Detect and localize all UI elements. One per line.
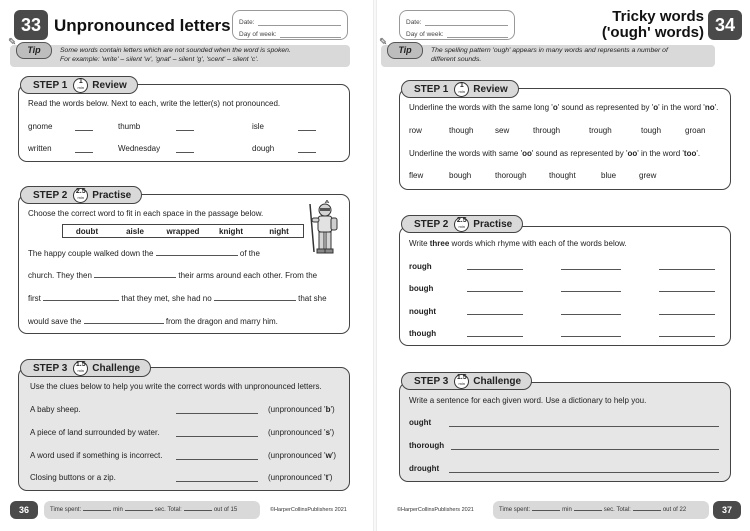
date-label: Date: xyxy=(406,19,422,26)
answer-line[interactable] xyxy=(467,336,523,337)
answer-line[interactable] xyxy=(449,426,719,427)
tip-line-2: different sounds. xyxy=(431,55,482,63)
page-number: 36 xyxy=(10,501,38,519)
answer-line[interactable] xyxy=(298,152,316,153)
tip-badge: Tip xyxy=(16,42,52,59)
answer-line[interactable] xyxy=(659,291,715,292)
step2-instruction: Choose the correct word to fit in each space in the passage below. xyxy=(28,209,264,218)
clue-hint: (unpronounced 't') xyxy=(268,473,333,482)
word-option: wrapped xyxy=(166,226,200,236)
answer-line[interactable] xyxy=(75,152,93,153)
rhyme-word: rough xyxy=(409,262,432,271)
step-name: Review xyxy=(473,83,508,95)
page-title: Tricky words ('ough' words) xyxy=(601,8,704,41)
word-item: written xyxy=(28,144,52,153)
answer-line[interactable] xyxy=(467,314,523,315)
step1-tab xyxy=(401,80,519,98)
answer-line[interactable] xyxy=(176,436,258,437)
word-item[interactable]: blue xyxy=(601,171,617,180)
sentence-word: ought xyxy=(409,418,432,427)
clock-icon: 1.5 min xyxy=(454,374,469,389)
word-option: night xyxy=(269,226,289,236)
answer-line[interactable] xyxy=(561,269,621,270)
answer-line[interactable] xyxy=(467,269,523,270)
word-item[interactable]: sew xyxy=(495,126,510,135)
page-number: 37 xyxy=(713,501,741,519)
word-item[interactable]: thorough xyxy=(495,171,527,180)
answer-line[interactable] xyxy=(298,130,316,131)
answer-line[interactable] xyxy=(449,472,719,473)
clock-icon: 2.5 min xyxy=(73,188,88,203)
clue-hint: (unpronounced 'b') xyxy=(268,405,335,414)
word-item[interactable]: bough xyxy=(449,171,472,180)
answer-line[interactable] xyxy=(176,413,258,414)
word-item[interactable]: flew xyxy=(409,171,424,180)
answer-line[interactable] xyxy=(75,130,93,131)
tip-line-1: The spelling pattern 'ough' appears in many words and represents a number of xyxy=(431,47,668,54)
rhyme-word: though xyxy=(409,329,437,338)
word-item[interactable]: though xyxy=(449,126,474,135)
word-item[interactable]: trough xyxy=(589,126,612,135)
step-label: STEP 3 xyxy=(414,375,449,387)
tip-box xyxy=(379,37,715,67)
passage-line-3: first that they met, she had no that she xyxy=(28,294,327,303)
step-name: Review xyxy=(92,79,127,91)
knight-illustration xyxy=(306,200,340,256)
right-page xyxy=(375,0,750,531)
tip-box xyxy=(8,37,350,67)
clue-text: A piece of land surrounded by water. xyxy=(30,428,160,437)
passage-line-4: would save the from the dragon and marry him. xyxy=(28,317,278,326)
passage-line-2: church. They then their arms around each other. From the xyxy=(28,271,318,280)
clue-text: A baby sheep. xyxy=(30,405,81,414)
word-box xyxy=(62,224,304,238)
time-spent-bar[interactable]: Time spent: min sec. Total: out of 22 xyxy=(493,501,709,519)
answer-line[interactable] xyxy=(659,314,715,315)
word-item[interactable]: tough xyxy=(641,126,662,135)
unit-number: 34 xyxy=(708,10,742,40)
step1-panel xyxy=(18,84,350,162)
word-item: dough xyxy=(252,144,275,153)
clock-icon: 1.5 min xyxy=(73,361,88,376)
copyright: ©HarperCollinsPublishers 2021 xyxy=(397,507,474,513)
step3-tab xyxy=(20,359,151,377)
sentence-word: thorough xyxy=(409,441,445,450)
answer-line[interactable] xyxy=(176,459,258,460)
answer-line[interactable] xyxy=(659,269,715,270)
answer-blank[interactable] xyxy=(84,323,164,324)
step-name: Practise xyxy=(473,218,513,230)
pencil-icon: ✎ xyxy=(379,37,388,48)
answer-line[interactable] xyxy=(561,291,621,292)
date-box[interactable] xyxy=(232,10,348,40)
rhyme-word: bough xyxy=(409,284,434,293)
step1-instruction: Read the words below. Next to each, write the letter(s) not pronounced. xyxy=(28,99,281,108)
tip-line-2: For example: 'write' – silent 'w', 'gnat' – silent 'g', 'scent' – silent 'c'. xyxy=(60,55,259,63)
clue-text: A word used if something is incorrect. xyxy=(30,451,163,460)
pencil-icon: ✎ xyxy=(8,37,17,48)
step1-instruction-2: Underline the words with same 'oo' sound as represented by 'oo' in the word 'too'. xyxy=(409,149,701,158)
step-label: STEP 3 xyxy=(33,362,68,374)
clue-hint: (unpronounced 's') xyxy=(268,428,335,437)
step-name: Challenge xyxy=(473,375,522,387)
day-label: Day of week: xyxy=(406,31,444,38)
word-item: thumb xyxy=(118,122,141,131)
answer-blank[interactable] xyxy=(214,300,296,301)
passage-line-1: The happy couple walked down the of the xyxy=(28,249,260,258)
clue-hint: (unpronounced 'w') xyxy=(268,451,337,460)
sentence-word: drought xyxy=(409,464,440,473)
clock-icon: 1 min xyxy=(454,82,469,97)
clue-text: Closing buttons or a zip. xyxy=(30,473,116,482)
word-option: aisle xyxy=(126,226,144,236)
step-name: Practise xyxy=(92,189,132,201)
step2-tab xyxy=(401,215,523,233)
step-label: STEP 2 xyxy=(33,189,68,201)
word-item: gnome xyxy=(28,122,53,131)
tip-badge: Tip xyxy=(387,42,423,59)
copyright: ©HarperCollinsPublishers 2021 xyxy=(270,507,347,513)
step3-instruction: Use the clues below to help you write the correct words with unpronounced letters. xyxy=(30,382,322,391)
step3-tab xyxy=(401,372,532,390)
word-item[interactable]: through xyxy=(533,126,561,135)
clock-icon: 1 min xyxy=(73,78,88,93)
answer-line[interactable] xyxy=(451,449,719,450)
word-item: isle xyxy=(252,122,265,131)
clock-icon: 2.5 min xyxy=(454,217,469,232)
step1-tab xyxy=(20,76,138,94)
answer-line[interactable] xyxy=(659,336,715,337)
answer-line[interactable] xyxy=(467,291,523,292)
word-item[interactable]: groan xyxy=(685,126,706,135)
word-option: doubt xyxy=(75,226,99,236)
day-label: Day of week: xyxy=(239,31,277,38)
page-title: Unpronounced letters xyxy=(54,16,231,35)
step-label: STEP 1 xyxy=(414,83,449,95)
answer-line[interactable] xyxy=(561,336,621,337)
time-spent-bar[interactable]: Time spent: min sec. Total: out of 15 xyxy=(44,501,260,519)
answer-blank[interactable] xyxy=(43,300,119,301)
answer-line[interactable] xyxy=(561,314,621,315)
word-option: knight xyxy=(219,226,243,236)
word-item[interactable]: row xyxy=(409,126,422,135)
rhyme-word: nought xyxy=(409,307,437,316)
date-box[interactable] xyxy=(399,10,515,40)
answer-blank[interactable] xyxy=(94,277,176,278)
step1-instruction-1: Underline the words with the same long 'o' sound as represented by 'o' in the word 'no'. xyxy=(409,103,719,112)
step-name: Challenge xyxy=(92,362,141,374)
step2-tab xyxy=(20,186,142,204)
answer-blank[interactable] xyxy=(156,255,238,256)
unit-number: 33 xyxy=(14,10,48,40)
answer-line[interactable] xyxy=(176,130,194,131)
word-item: Wednesday xyxy=(118,144,161,153)
step3-instruction: Write a sentence for each given word. Use a dictionary to help you. xyxy=(409,396,647,405)
date-label: Date: xyxy=(239,19,255,26)
tip-line-1: Some words contain letters which are not sounded when the word is spoken. xyxy=(60,47,291,54)
answer-line[interactable] xyxy=(176,481,258,482)
step-label: STEP 2 xyxy=(414,218,449,230)
answer-line[interactable] xyxy=(176,152,194,153)
word-item[interactable]: thought xyxy=(549,171,576,180)
step2-instruction: Write three words which rhyme with each of the words below. xyxy=(409,239,627,248)
word-item[interactable]: grew xyxy=(639,171,657,180)
step-label: STEP 1 xyxy=(33,79,68,91)
